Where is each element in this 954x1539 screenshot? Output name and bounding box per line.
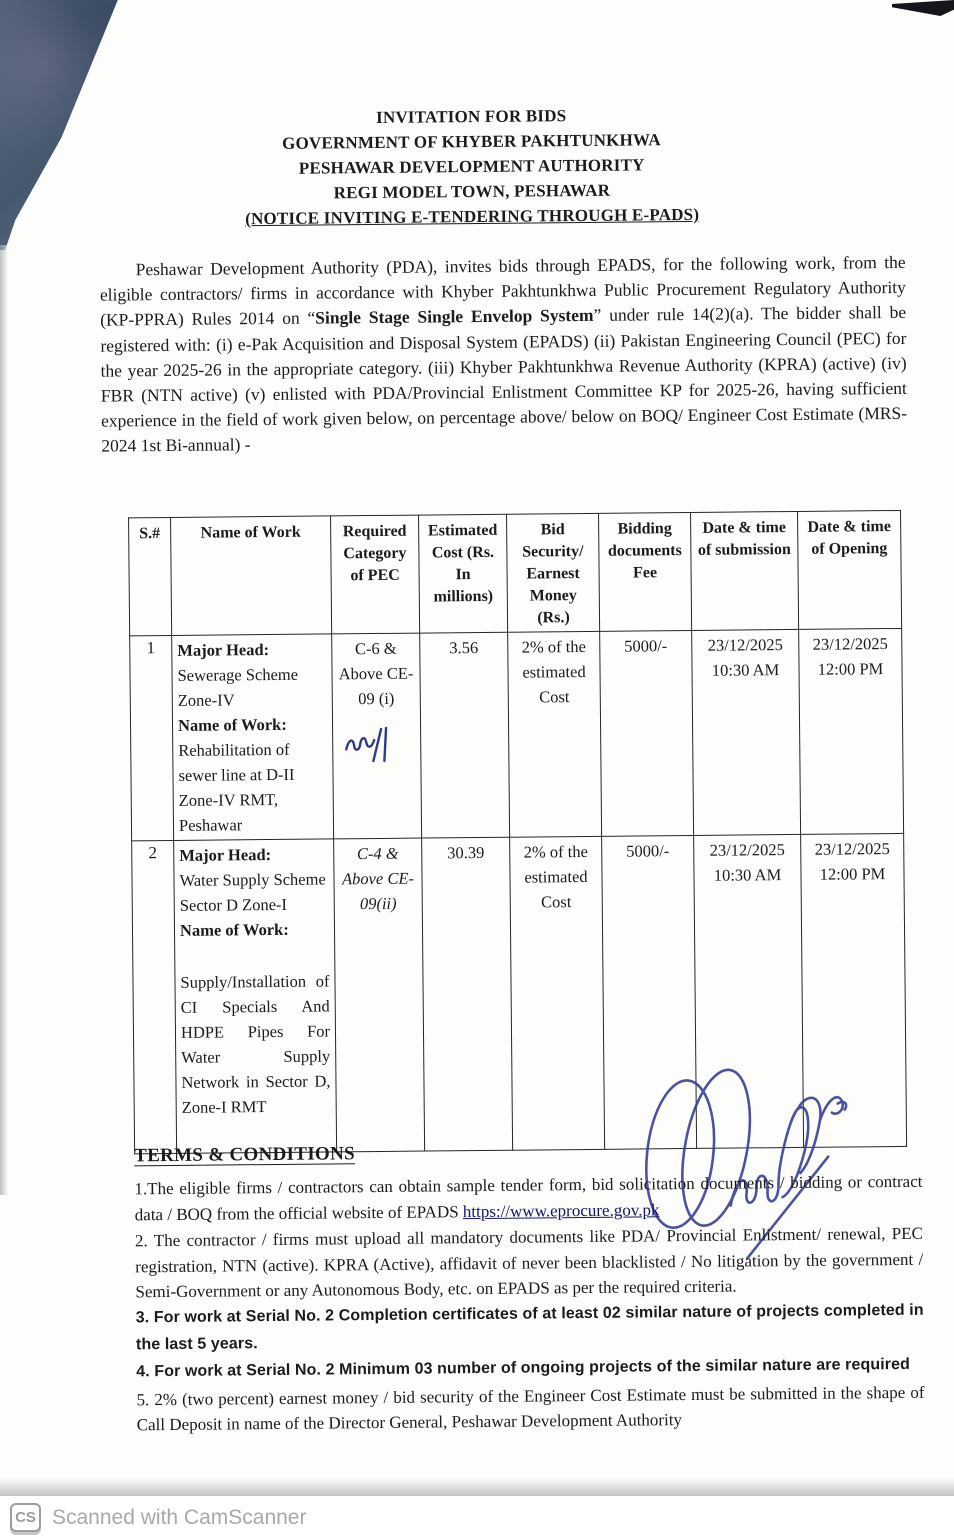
intro-paragraph bbox=[100, 250, 908, 459]
camscanner-watermark-text: Scanned with CamScanner bbox=[52, 1505, 307, 1529]
scan-shadow bbox=[0, 1478, 954, 1497]
row1-name-of-work bbox=[172, 634, 334, 841]
document-header bbox=[0, 99, 949, 233]
intro-text-before: Peshawar Development Authority (PDA), invites bids through EPADS, for the following work, from the eligible contractors/ firms in accordance with Khyber Pakhtunkhwa Public Procurement Regulatory Authority (KP-PPRA) Rules 2014 on “ bbox=[99, 251, 906, 331]
terms-item-1: 1.The eligible firms / contractors can obtain sample tender form, bid solicitation documents / bidding or contract data / BOQ from the official website of EPADS https://www.eprocure.gov.pk bbox=[134, 1172, 923, 1225]
col-header-name-of-work: Name of Work bbox=[171, 516, 332, 636]
eprocure-link[interactable]: https://www.eprocure.gov.pk bbox=[462, 1200, 660, 1221]
row1-opening-datetime: 23/12/2025 12:00 PM bbox=[799, 628, 904, 834]
terms-heading: TERMS & CONDITIONS bbox=[134, 1143, 356, 1167]
row1-bidding-fee: 5000/- bbox=[600, 630, 694, 836]
row1-submission-datetime: 23/12/2025 10:30 AM bbox=[692, 629, 801, 835]
row2-pec-category: C-4 & Above CE-09(ii) bbox=[334, 838, 425, 1152]
col-header-estimated-cost: Estimated Cost (Rs. In millions) bbox=[419, 514, 508, 633]
bids-table bbox=[128, 510, 907, 1154]
row2-bidding-fee: 5000/- bbox=[602, 835, 697, 1149]
col-header-submission: Date & time of submission bbox=[691, 511, 799, 630]
name-of-work-label: Name of Work: bbox=[179, 919, 289, 940]
row2-submission-datetime: 23/12/2025 10:30 AM bbox=[694, 834, 804, 1148]
table-header-row bbox=[129, 510, 902, 635]
terms-and-conditions bbox=[134, 1136, 925, 1439]
name-of-work-text: Rehabilitation of sewer line at D-II Zone-IV RMT, Peshawar bbox=[178, 739, 295, 835]
handwritten-annotation bbox=[340, 721, 394, 774]
row1-pec-category: C-6 & Above CE-09 (i) bbox=[332, 633, 422, 839]
major-head-text: Water Supply Scheme Sector D Zone-I bbox=[179, 869, 326, 915]
document-title: INVITATION FOR BIDS bbox=[376, 106, 567, 127]
col-header-bidding-fee: Bidding documents Fee bbox=[599, 512, 692, 631]
row2-serial: 2 bbox=[132, 840, 177, 1153]
col-header-bid-security: Bid Security/ Earnest Money (Rs.) bbox=[507, 513, 600, 632]
row2-opening-datetime: 23/12/2025 12:00 PM bbox=[801, 833, 907, 1147]
row2-estimated-cost: 30.39 bbox=[422, 837, 513, 1151]
table-row bbox=[130, 628, 904, 840]
row1-estimated-cost: 3.56 bbox=[420, 632, 510, 838]
col-header-opening: Date & time of Opening bbox=[798, 510, 902, 629]
terms-item-4: 4. For work at Serial No. 2 Minimum 03 number of ongoing projects of the similar nature are required bbox=[136, 1356, 910, 1381]
row1-bid-security: 2% of the estimated Cost bbox=[508, 631, 602, 837]
col-header-sn: S.# bbox=[129, 517, 172, 635]
row2-bid-security: 2% of the estimated Cost bbox=[510, 836, 605, 1150]
row1-serial: 1 bbox=[130, 635, 174, 840]
intro-text-after: ” under rule 14(2)(a). The bidder shall be registered with: (i) e-Pak Acquisition and Disposal System (EPADS) (ii) Pakistan Engineering Council (PEC) for the year 2025-26 in the appropriate category. (iii) Khyber Pakhtunkhwa Revenue Authority (KPRA) (active) (iv) FBR (NTN active) (v) enlisted with PDA/Provincial Enlistment Committee KP for 2025-26, having sufficient experience in the field of work given below, on percentage above/ below on BOQ/ Engineer Cost Estimate (MRS-2024 1st Bi-annual) - bbox=[100, 302, 908, 457]
camscanner-footer bbox=[0, 1496, 954, 1539]
header-government: GOVERNMENT OF KHYBER PAKHTUNKHWA bbox=[282, 130, 661, 153]
header-notice-line: (NOTICE INVITING E-TENDERING THROUGH E-PADS) bbox=[245, 204, 700, 229]
intro-bold-phrase: Single Stage Single Envelop System bbox=[315, 305, 594, 328]
major-head-label: Major Head: bbox=[177, 640, 270, 660]
terms-item-3: 3. For work at Serial No. 2 Completion certificates of at least 02 similar nature of projects completed in the last 5 years. bbox=[135, 1302, 924, 1354]
col-header-pec-category: Required Category of PEC bbox=[331, 515, 420, 634]
header-authority: PESHAWAR DEVELOPMENT AUTHORITY bbox=[298, 155, 645, 178]
major-head-label: Major Head: bbox=[179, 845, 272, 865]
row2-name-of-work bbox=[174, 839, 337, 1154]
name-of-work-text: Supply/Installation of CI Specials And HDPE Pipes For Water Supply Network in Sector D, Zone-I RMT bbox=[180, 971, 331, 1117]
terms-item-2: 2. The contractor / firms must upload all mandatory documents like PDA/ Provincial Enlistment/ renewal, PEC registration, NTN (active). KPRA (Active), affidavit of never been blacklisted / No litigation by the government / Semi-Government or any Autonomous Body, etc. on EPADS as per the required criteria. bbox=[134, 1223, 924, 1302]
major-head-text: Sewerage Scheme Zone-IV bbox=[177, 664, 299, 710]
name-of-work-label: Name of Work: bbox=[177, 714, 287, 735]
terms-item-5: 5. 2% (two percent) earnest money / bid security of the Engineer Cost Estimate must be submitted in the shape of Call Deposit in name of the Director General, Peshawar Development Authority bbox=[136, 1382, 925, 1435]
header-address: REGI MODEL TOWN, PESHAWAR bbox=[333, 180, 611, 203]
table-row bbox=[132, 833, 907, 1153]
camscanner-icon: CS bbox=[10, 1503, 41, 1532]
